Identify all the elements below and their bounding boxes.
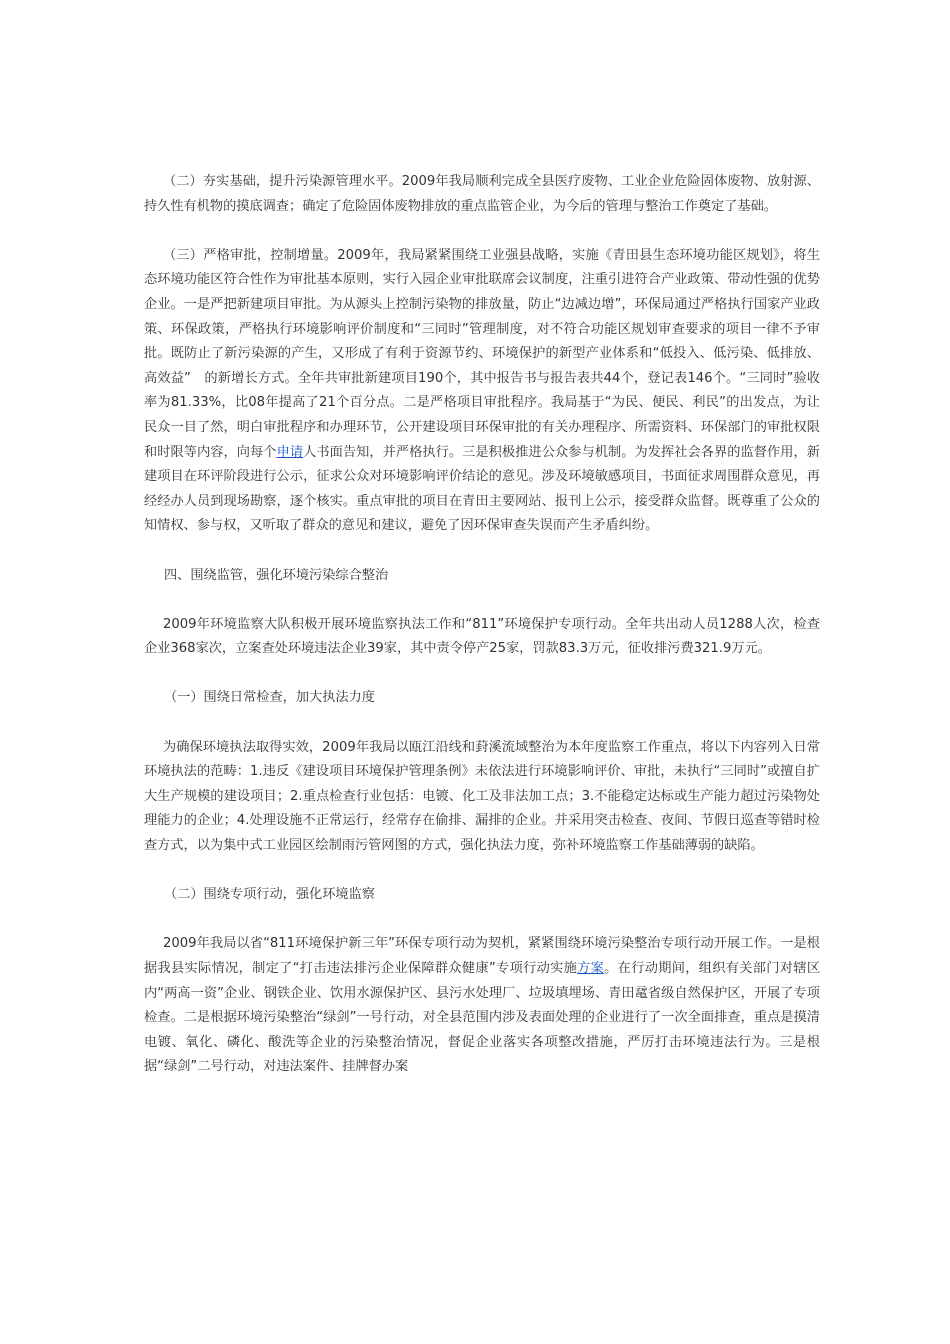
paragraph-foundation: （二）夯实基础，提升污染源管理水平。2009年我局顺利完成全县医疗废物、工业企业危险固体废物、放射源、持久性有机物的摸底调查；确定了危险固体废物排放的重点监管企业，为今后的管理与整治工作奠定了基础。 <box>144 174 820 214</box>
apply-link[interactable]: 申请 <box>276 444 304 460</box>
paragraph-approval <box>144 244 820 539</box>
paragraph-special-action-text-b: 。在行动期间，组织有关部门对辖区内“两高一资”企业、钢铁企业、饮用水源保护区、县污水处理厂、垃圾填埋场、青田鼋省级自然保护区，开展了专项检查。二是根据环境污染整治“绿剑”一号行动，对全县范围内涉及表面处理的企业进行了一次全面排查，重点是摸清电镀、氧化、磷化、酸洗等企业的污染整治情况，督促企业落实各项整改措施，严厉打击环境违法行为。三是根据“绿剑”二号行动，对违法案件、挂牌督办案 <box>144 961 821 1075</box>
document-page <box>144 170 820 1080</box>
subheading-special-action: （二）围绕专项行动，强化环境监察 <box>164 887 375 903</box>
paragraph-approval-text-b: 人书面告知，并严格执行。三是积极推进公众参与机制。为发挥社会各界的监督作用，新建项目在环评阶段进行公示，征求公众对环境影响评价结论的意见。涉及环境敏感项目，书面征求周围群众意见，再经经办人员到现场勘察，逐个核实。重点审批的项目在青田主要网站、报刊上公示，接受群众监督。既尊重了公众的知情权、参与权，又听取了群众的意见和建议，避免了因环保审查失误而产生矛盾纠纷。 <box>144 444 820 534</box>
paragraph-special-action <box>144 932 820 1080</box>
paragraph-special-action-text-a: 2009年我局以省“811环境保护新三年”环保专项行动为契机，紧紧围绕环境污染整治专项行动开展工作。一是根据我县实际情况，制定了“打击违法排污企业保障群众健康”专项行动实施 <box>144 936 820 976</box>
section-heading-supervision: 四、围绕监管，强化环境污染综合整治 <box>164 567 389 583</box>
subheading-daily-inspection: （一）围绕日常检查，加大执法力度 <box>164 690 375 706</box>
paragraph-approval-text-a: （三）严格审批，控制增量。2009年，我局紧紧围绕工业强县战略，实施《青田县生态环境功能区规划》，将生态环境功能区符合性作为审批基本原则，实行入园企业审批联席会议制度，注重引进符合产业政策、带动性强的优势企业。一是严把新建项目审批。为从源头上控制污染物的排放量，防止“边减边增”，环保局通过严格执行国家产业政策、环保政策，严格执行环境影响评价制度和“三同时”管理制度，对不符合功能区规划审查要求的项目一律不予审批。既防止了新污染源的产生，又形成了有利于资源节约、环境保护的新型产业体系和“低投入、低污染、低排放、高效益” 的新增长方式。全年共审批新建项目190个，其中报告书与报告表共44个，登记表146个。“三同时”验收率为81.33%，比08年提高了21个百分点。二是严格项目审批程序。我局基于“为民、便民、利民”的出发点，为让民众一目了然，明白审批程序和办理环节，公开建设项目环保审批的有关办理程序、所需资料、环保部门的审批权限和时限等内容，向每个 <box>144 247 820 460</box>
plan-link[interactable]: 方案 <box>577 961 605 976</box>
paragraph-daily-inspection: 为确保环境执法取得实效，2009年我局以瓯江沿线和葑溪流域整治为本年度监察工作重点，将以下内容列入日常环境执法的范畴：1.违反《建设项目环境保护管理条例》未依法进行环境影响评价、审批，未执行“三同时”或擅自扩大生产规模的建设项目；2.重点检查行业包括：电镀、化工及非法加工点；3.不能稳定达标或生产能力超过污染物处理能力的企业；4.处理设施不正常运行，经常存在偷排、漏排的企业。并采用突击检查、夜间、节假日巡查等错时检查方式，以为集中式工业园区绘制雨污管网图的方式，强化执法力度，弥补环境监察工作基础薄弱的缺陷。 <box>144 739 820 854</box>
paragraph-enforcement-summary: 2009年环境监察大队积极开展环境监察执法工作和“811”环境保护专项行动。全年共出动人员1288人次，检查企业368家次，立案查处环境违法企业39家，其中责令停产25家，罚款83.3万元，征收排污费321.9万元。 <box>144 616 820 657</box>
